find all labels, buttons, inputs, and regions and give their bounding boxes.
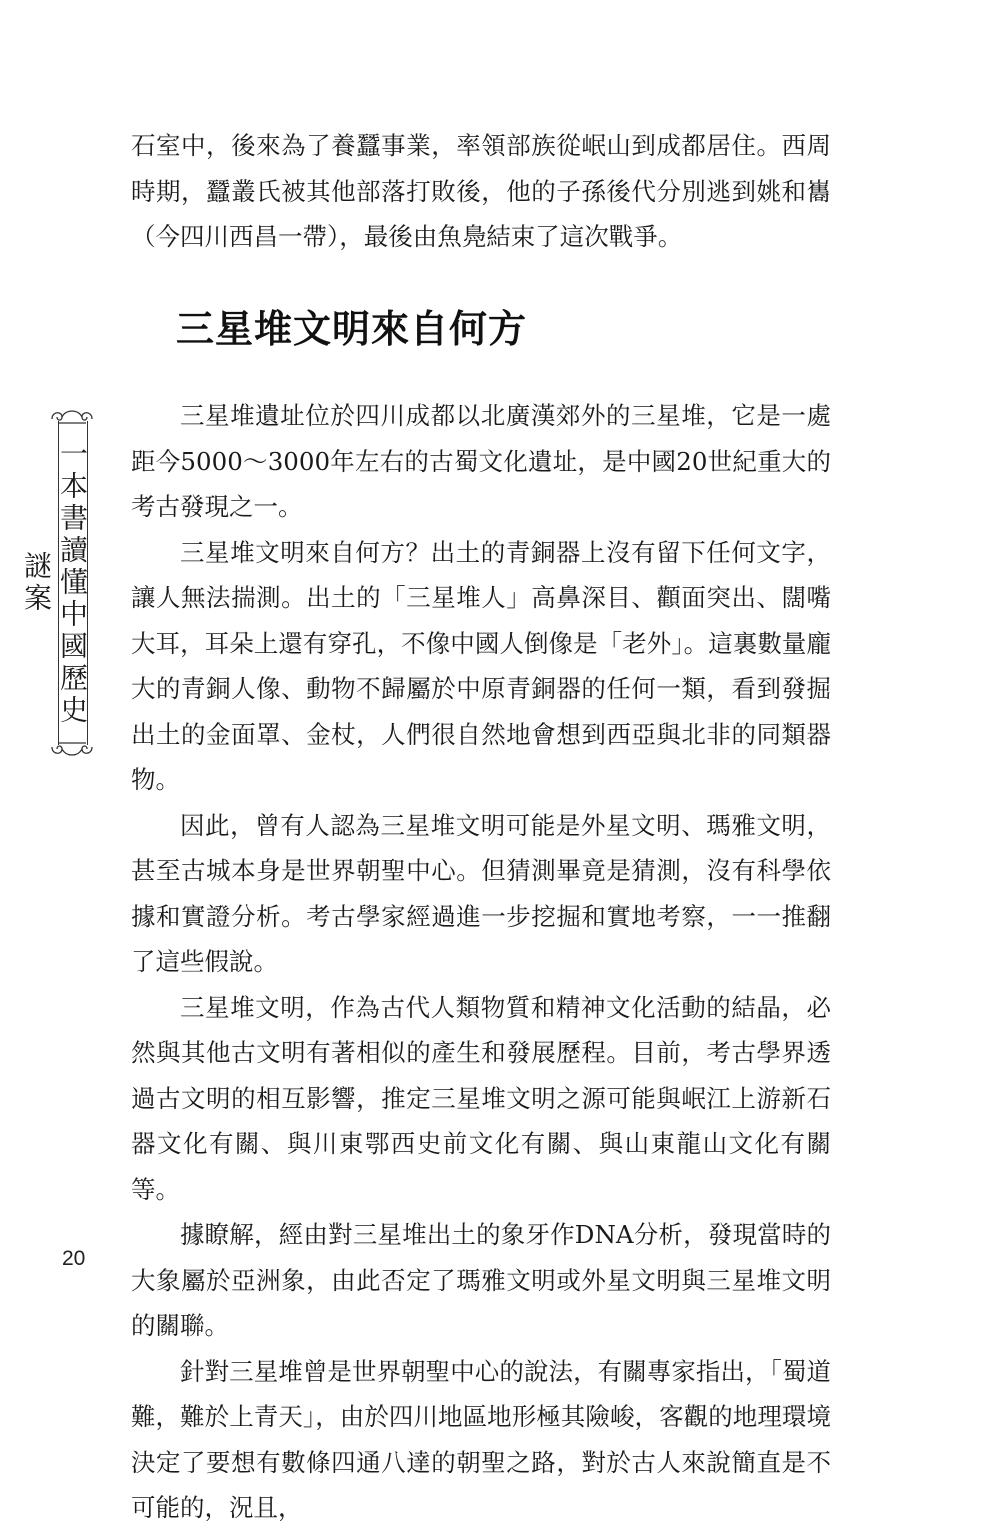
page-number: 20	[62, 1247, 86, 1270]
scroll-ornament-bottom-icon	[48, 741, 96, 763]
intro-continuation	[131, 123, 831, 260]
body-paragraph-6: 針對三星堆曾是世界朝聖中心的說法，有關專家指出，「蜀道難，難於上青天」，由於四川地區地形極其險峻，客觀的地理環境決定了要想有數條四通八達的朝聖之路，對於古人來說簡直是不可能的，況且，	[131, 1356, 831, 1522]
book-title-sidebar	[20, 403, 96, 763]
body-paragraph-2: 三星堆文明來自何方？出土的青銅器上沒有留下任何文字，讓人無法揣測。出土的「三星堆人」高鼻深目、顴面突出、闊嘴大耳，耳朵上還有穿孔，不像中國人倒像是「老外」。這裏數量龐大的青銅人像、動物不歸屬於中原青銅器的任何一類，看到發掘出土的金面罩、金杖，人們很自然地會想到西亞與北非的同類器物。	[131, 537, 831, 794]
body-paragraph-4: 三星堆文明，作為古代人類物質和精神文化活動的結晶，必然與其他古文明有著相似的產生和發展歷程。目前，考古學界透過古文明的相互影響，推定三星堆文明之源可能與岷江上游新石器文化有關、與川東鄂西史前文化有關、與山東龍山文化有關等。	[131, 992, 831, 1204]
body-paragraph-3: 因此，曾有人認為三星堆文明可能是外星文明、瑪雅文明，甚至古城本身是世界朝聖中心。但猜測畢竟是猜測，沒有科學依據和實證分析。考古學家經過進一步挖掘和實地考察，一一推翻了這些假說。	[131, 810, 831, 976]
body-paragraph-5: 據瞭解，經由對三星堆出土的象牙作DNA分析，發現當時的大象屬於亞洲象，由此否定了瑪雅文明或外星文明與三星堆文明的關聯。	[131, 1220, 831, 1340]
sidebar-book-title: 一本書讀懂中國歷史謎案	[20, 439, 89, 727]
body-paragraph-1: 三星堆遺址位於四川成都以北廣漢郊外的三星堆，它是一處距今5000～3000年左右的古蜀文化遺址，是中國20世紀重大的考古發現之一。	[131, 401, 831, 521]
intro-paragraph: 石室中，後來為了養蠶事業，率領部族從岷山到成都居住。西周時期，蠶叢氏被其他部落打敗後，他的子孫後代分別逃到姚和巂（今四川西昌一帶），最後由魚鳧結束了這次戰爭。	[131, 131, 831, 251]
section-body	[131, 393, 831, 1531]
section-heading: 三星堆文明來自何方	[176, 306, 528, 351]
